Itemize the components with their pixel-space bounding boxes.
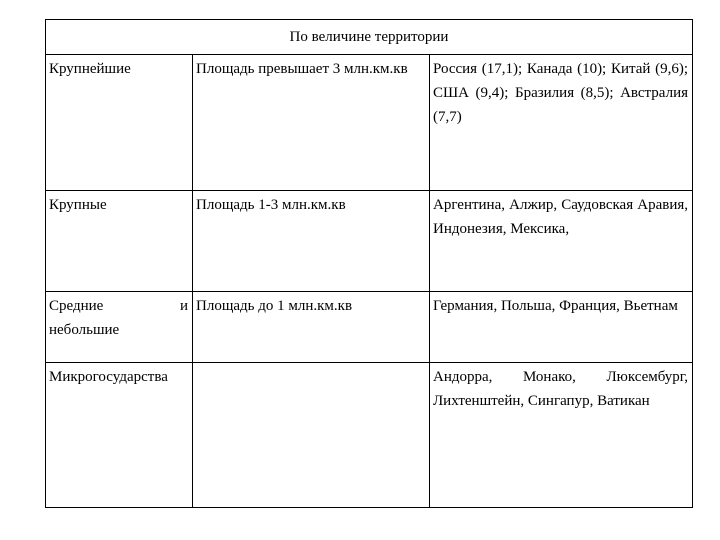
- examples-cell: Андорра, Монако, Люксембург, Лихтенштейн, Сингапур, Ватикан: [430, 363, 693, 508]
- examples-cell: Германия, Польша, Франция, Вьетнам: [430, 292, 693, 363]
- examples-cell: Россия (17,1); Канада (10); Китай (9,6); США (9,4); Бразилия (8,5); Австралия (7,7): [430, 55, 693, 191]
- criterion-cell: Площадь превышает 3 млн.км.кв: [193, 55, 430, 191]
- category-cell: Крупные: [46, 191, 193, 292]
- table-header-row: [46, 20, 693, 55]
- category-cell: Средние и небольшие: [46, 292, 193, 363]
- table-row: [46, 363, 693, 508]
- category-cell: Микрогосударства: [46, 363, 193, 508]
- examples-cell: Аргентина, Алжир, Саудовская Аравия, Индонезия, Мексика,: [430, 191, 693, 292]
- table-header: По величине территории: [46, 20, 693, 55]
- table-row: [46, 55, 693, 191]
- territory-classification-table: [45, 19, 693, 508]
- category-cell: Крупнейшие: [46, 55, 193, 191]
- criterion-cell: [193, 363, 430, 508]
- table-row: [46, 292, 693, 363]
- criterion-cell: Площадь до 1 млн.км.кв: [193, 292, 430, 363]
- table-row: [46, 191, 693, 292]
- criterion-cell: Площадь 1-3 млн.км.кв: [193, 191, 430, 292]
